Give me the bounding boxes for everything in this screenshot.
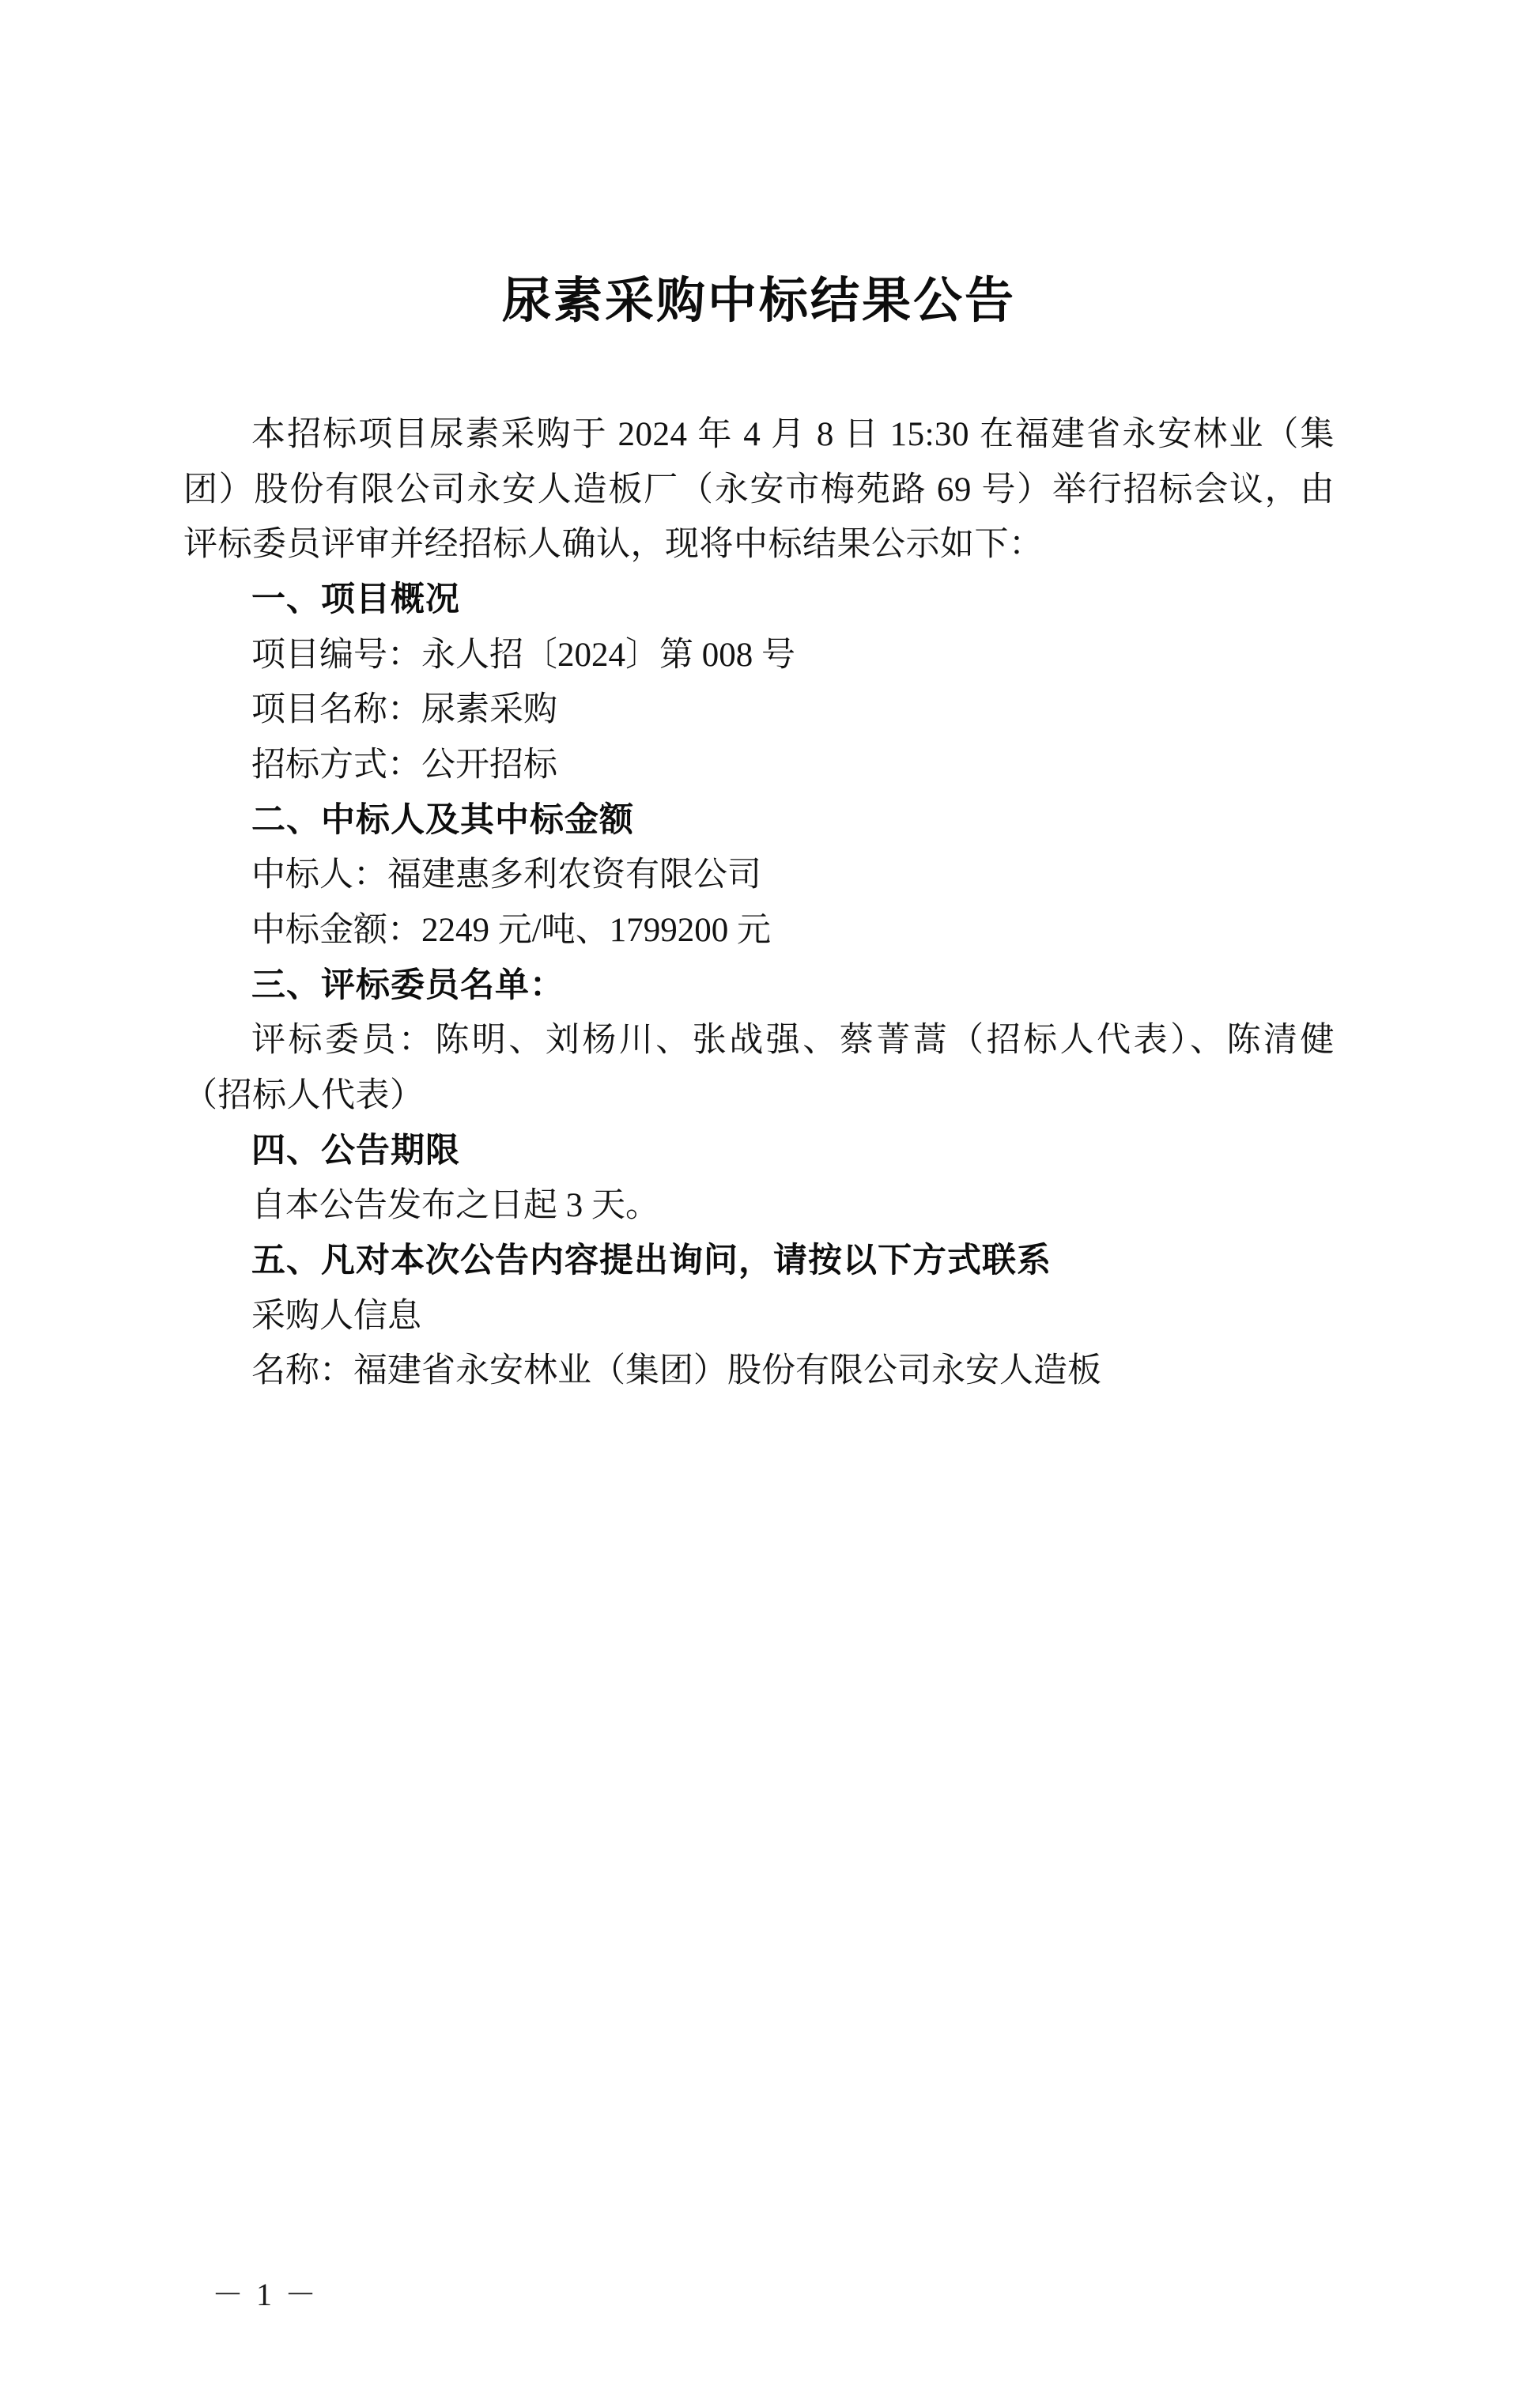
- intro-paragraph-block: [183, 407, 1335, 573]
- section-5-line-2: 名称：福建省永安林业（集团）股份有限公司永安人造板: [251, 1352, 1101, 1390]
- section-1-line-1: 项目编号：永人招〔2024〕第 008 号: [251, 636, 795, 674]
- page-title: 尿素采购中标结果公告: [501, 274, 1016, 328]
- page-number: － 1 －: [212, 2277, 319, 2312]
- section-1-line-2: 项目名称：尿素采购: [251, 691, 557, 729]
- section-3-line-1: 评标委员：陈明、刘杨川、张战强、蔡菁蒿（招标人代表）、陈清健（招标人代表）: [183, 1022, 1335, 1114]
- document-page: [0, 261, 1518, 2408]
- section-2-line-2: 中标金额：2249 元/吨、1799200 元: [251, 911, 771, 949]
- section-2-line-1: 中标人：福建惠多利农资有限公司: [251, 856, 761, 894]
- document-body: [183, 407, 1335, 1399]
- section-heading-2: 二、中标人及其中标金额: [251, 801, 634, 839]
- section-1-line-3: 招标方式：公开招标: [251, 746, 557, 784]
- section-5-line-1: 采购人信息: [251, 1297, 421, 1335]
- section-heading-5: 五、凡对本次公告内容提出询问，请按以下方式联系: [251, 1242, 1052, 1280]
- section-heading-3: 三、评标委员名单：: [251, 966, 565, 1004]
- section-heading-4: 四、公告期限: [251, 1132, 460, 1170]
- section-4-line-1: 自本公告发布之日起 3 天。: [251, 1187, 659, 1225]
- section-heading-1: 一、项目概况: [251, 580, 460, 618]
- intro-paragraph: 本招标项目尿素采购于 2024 年 4 月 8 日 15:30 在福建省永安林业（集团）股份有限公司永安人造板厂（永安市梅苑路 69 号）举行招标会议，由评标委员评审并经招标人确认，现将中标结果公示如下：: [183, 416, 1335, 564]
